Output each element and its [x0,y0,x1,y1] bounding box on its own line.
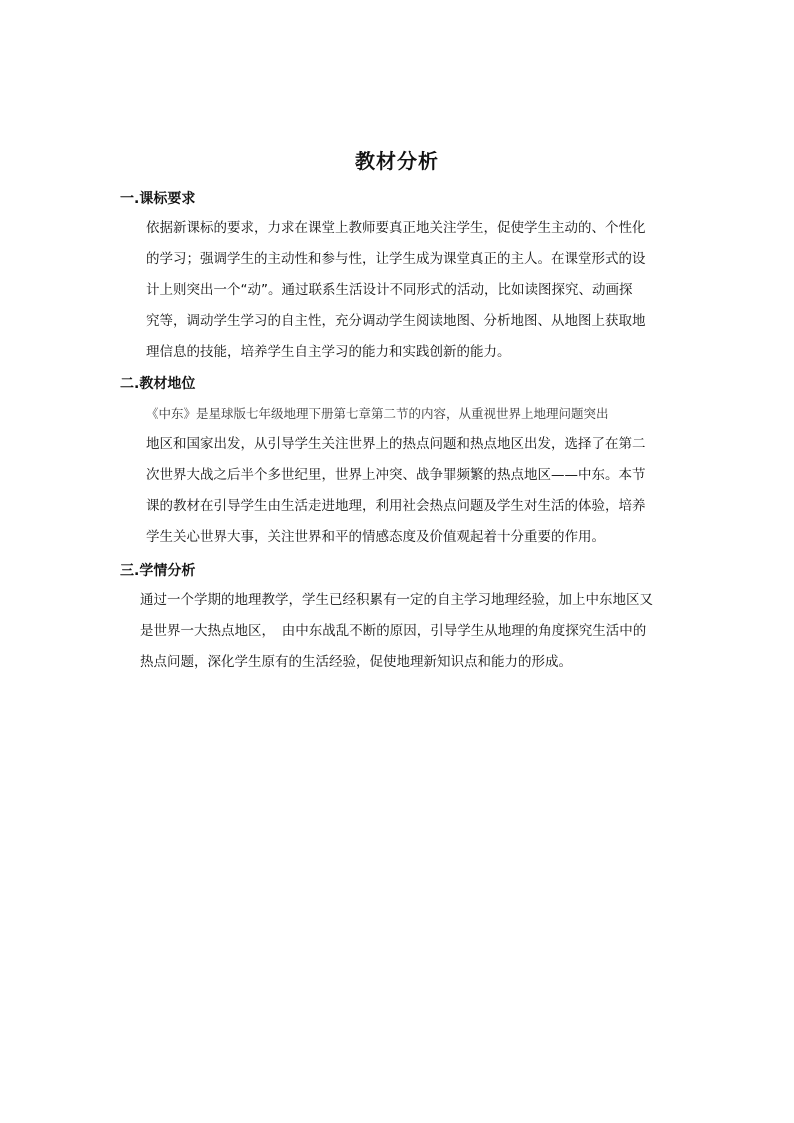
body-line: 是世界一大热点地区， 由中东战乱不断的原因，引导学生从地理的角度探究生活中的 [140,623,647,639]
section-body-learner-analysis [140,585,680,678]
body-line: 依据新课标的要求，力求在课堂上教师要真正地关注学生，促使学生主动的、个性化 [146,220,646,236]
document-title: 教材分析 [355,149,439,173]
section-body-curriculum [146,213,666,368]
body-line: 的学习；强调学生的主动性和参与性，让学生成为课堂真正的主人。在课堂形式的设 [146,251,646,267]
body-line: 《中东》是星球版七年级地理下册第七章第二节的内容，从重视世界上地理问题突出 [146,406,609,421]
section-heading-curriculum: 一.课标要求 [120,191,196,207]
section-heading-learner-analysis: 三.学情分析 [120,563,196,579]
body-line: 地区和国家出发，从引导学生关注世界上的热点问题和热点地区出发，选择了在第二 [146,436,646,452]
section-body-textbook-position [146,398,666,553]
body-line: 课的教材在引导学生由生活走进地理，利用社会热点问题及学生对生活的体验，培养 [146,498,646,514]
body-line: 学生关心世界大事，关注世界和平的情感态度及价值观起着十分重要的作用。 [146,529,605,545]
section-heading-textbook-position: 二.教材地位 [120,376,196,392]
body-line: 理信息的技能，培养学生自主学习的能力和实践创新的能力。 [146,344,511,360]
body-line: 计上则突出一个“动”。通过联系生活设计不同形式的活动，比如读图探究、动画探 [146,282,633,298]
body-line: 次世界大战之后半个多世纪里，世界上冲突、战争罪频繁的热点地区——中东。本节 [146,467,646,483]
body-line: 究等，调动学生学习的自主性，充分调动学生阅读地图、分析地图、从地图上获取地 [146,313,646,329]
body-line: 热点问题，深化学生原有的生活经验，促使地理新知识点和能力的形成。 [140,654,572,670]
body-line: 通过一个学期的地理教学，学生已经积累有一定的自主学习地理经验，加上中东地区又 [140,592,653,608]
